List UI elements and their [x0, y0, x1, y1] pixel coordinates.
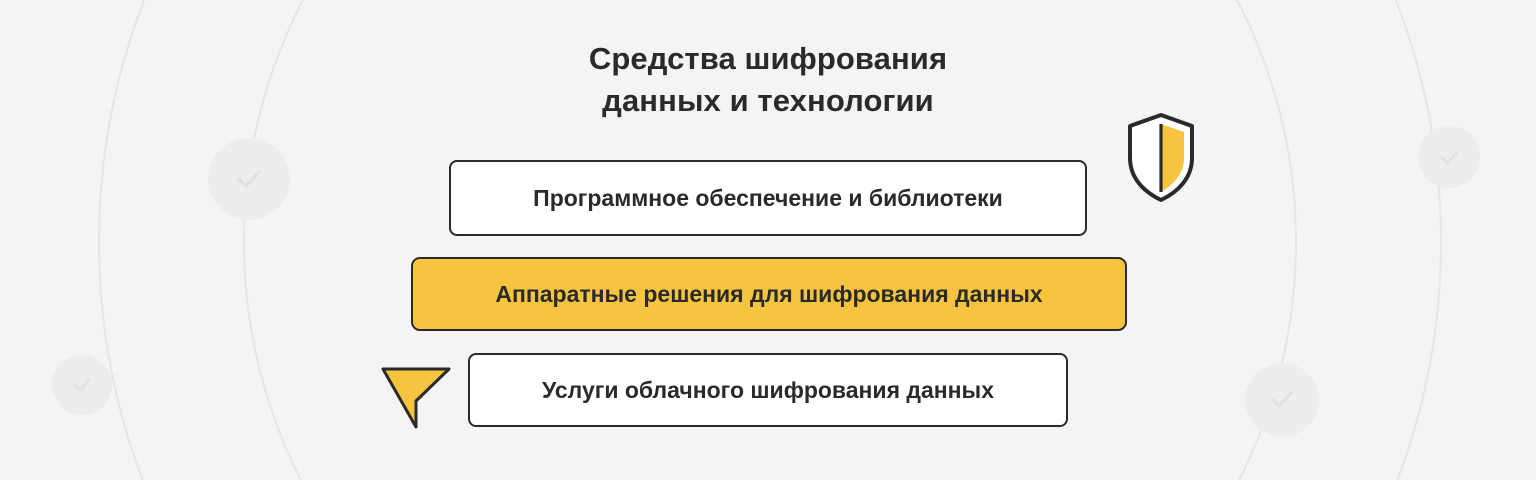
option-item-cloud[interactable]: Услуги облачного шифрования данных: [468, 353, 1068, 427]
option-item-software[interactable]: Программное обеспечение и библиотеки: [449, 160, 1087, 236]
page-title-line-1: Средства шифрования: [588, 41, 948, 76]
option-item-hardware-selected[interactable]: Аппаратные решения для шифрования данных: [411, 257, 1127, 331]
cursor-arrow-icon: [381, 367, 451, 429]
page-title-line-2: данных и технологии: [602, 82, 934, 118]
shield-icon: [1126, 112, 1196, 204]
page-title: [0, 38, 1536, 122]
